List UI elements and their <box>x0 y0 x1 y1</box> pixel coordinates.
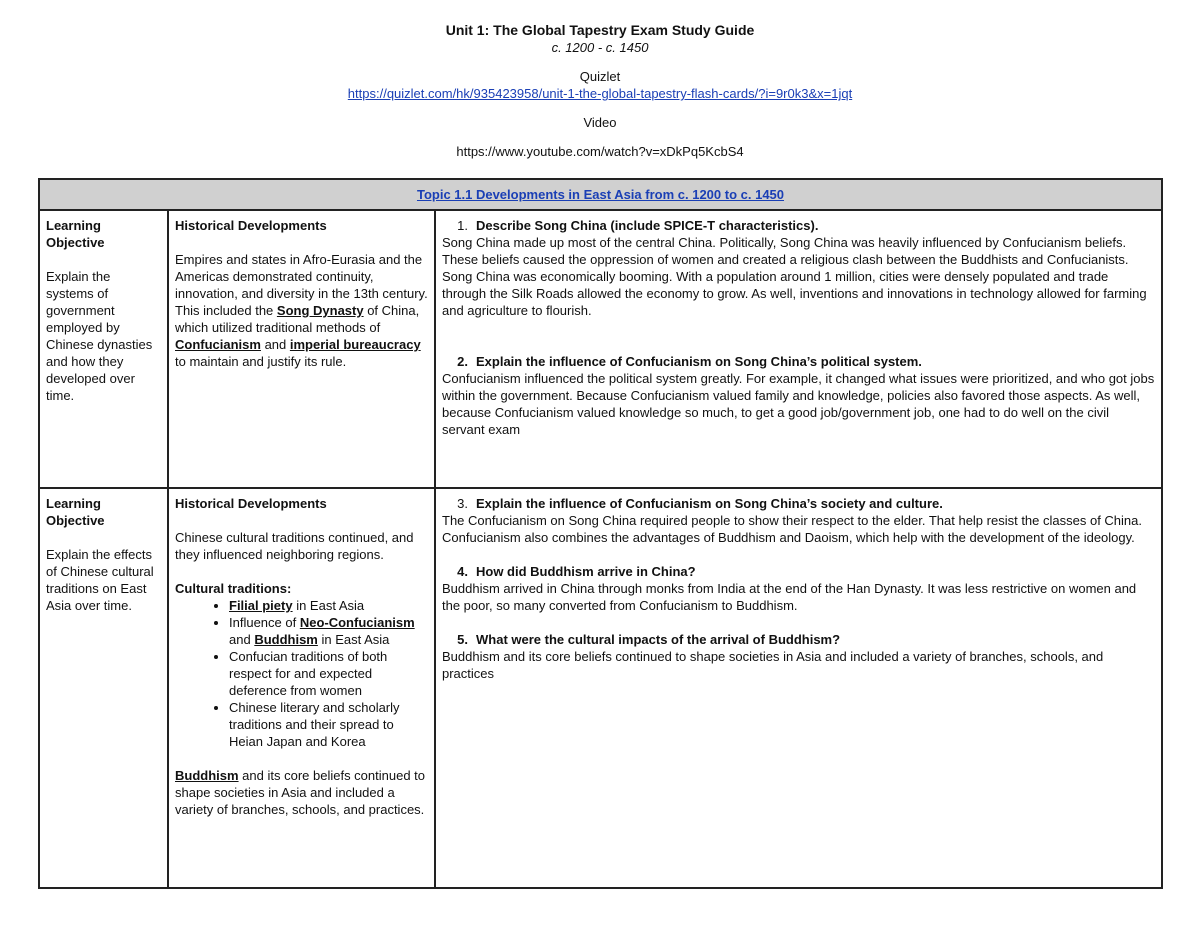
learning-objective-label: Learning Objective <box>46 218 105 250</box>
list-item-text: Confucian traditions of both respect for and expected deference from women <box>229 649 388 698</box>
historical-developments-label: Historical Developments <box>175 496 327 511</box>
document-header <box>0 0 1200 160</box>
list-item <box>229 614 428 648</box>
questions-cell <box>435 488 1162 888</box>
topic-header-cell <box>39 179 1162 210</box>
key-term-imperial-bureaucracy: imperial bureaucracy <box>289 337 421 352</box>
question-text: Describe Song China (include SPICE-T characteristics). <box>476 218 819 233</box>
question-text: How did Buddhism arrive in China? <box>476 564 696 579</box>
list-item-text: and <box>229 632 255 647</box>
question-number: 2. <box>457 354 468 369</box>
list-item-text: Influence of <box>229 615 300 630</box>
list-item <box>229 597 428 614</box>
question-text: Explain the influence of Confucianism on Song China’s political system. <box>476 354 922 369</box>
question-heading <box>442 495 1155 512</box>
document-title: Unit 1: The Global Tapestry Exam Study Guide <box>445 22 755 38</box>
answer-text: Confucianism influenced the political system greatly. For example, it changed what issues were prioritized, and who got jobs within the government. Because Confucianism valued family and knowledge, policies also favored those aspects. As well, because Confucianism valued knowledge so much, to get a good job/government job, one had to do well on the civil servant exam <box>442 371 1155 437</box>
question-number: 4. <box>457 564 468 579</box>
topic-header-row <box>39 179 1162 210</box>
list-item-text: in East Asia <box>317 632 390 647</box>
question-number: 5. <box>457 632 468 647</box>
question-heading <box>442 631 1155 648</box>
study-guide-table <box>38 178 1163 889</box>
key-term-neo-confucianism: Neo-Confucianism <box>299 615 415 630</box>
hd-text: Empires and states in Afro-Eurasia and the Americas demonstrated continuity, innovation, and diversity in the 13th century. This included the <box>175 252 428 318</box>
key-term-buddhism: Buddhism <box>254 632 318 647</box>
historical-developments-closing <box>175 767 428 818</box>
cultural-traditions-list <box>175 597 428 750</box>
question-number: 1. <box>457 218 468 233</box>
key-term-confucianism: Confucianism <box>175 337 261 352</box>
list-item <box>229 699 428 750</box>
key-term-filial-piety: Filial piety <box>229 598 293 613</box>
historical-developments-intro: Chinese cultural traditions continued, and they influenced neighboring regions. <box>175 530 414 562</box>
learning-objective-text: Explain the systems of government employed by Chinese dynasties and how they developed over time. <box>46 269 153 403</box>
learning-objective-text: Explain the effects of Chinese cultural traditions on East Asia over time. <box>46 547 154 613</box>
question-text: What were the cultural impacts of the arrival of Buddhism? <box>476 632 841 647</box>
answer-text: Buddhism and its core beliefs continued to shape societies in Asia and included a variety of branches, schools, and practices <box>442 649 1104 681</box>
quizlet-label: Quizlet <box>579 69 621 84</box>
hd-text: to maintain and justify its rule. <box>175 354 347 369</box>
date-range: c. 1200 - c. 1450 <box>551 40 649 55</box>
question-heading <box>442 353 1155 370</box>
answer-text: Song China made up most of the central China. Politically, Song China was heavily influenced by Confucianism beliefs. These beliefs caused the oppression of women and created a religious clash between the Buddhists and Confucianists. Song China was economically booming. With a population around 1 million, cities were densely populated and trade through the Silk Roads allowed the economy to grow. As well, inventions and innovations in technology allowed for farming and agriculture to flourish. <box>442 235 1147 318</box>
hd-text: and <box>260 337 290 352</box>
learning-objective-label: Learning Objective <box>46 496 105 528</box>
historical-developments-cell <box>168 488 435 888</box>
video-url: https://www.youtube.com/watch?v=xDkPq5KcbS4 <box>456 144 744 159</box>
learning-objective-cell <box>39 210 168 488</box>
historical-developments-cell <box>168 210 435 488</box>
learning-objective-cell <box>39 488 168 888</box>
answer-text: Buddhism arrived in China through monks from India at the end of the Han Dynasty. It was less restrictive on women and the poor, so many converted from Confucianism to Buddhism. <box>442 581 1137 613</box>
question-text: Explain the influence of Confucianism on Song China’s society and culture. <box>476 496 943 511</box>
table-row <box>39 488 1162 888</box>
video-label: Video <box>583 115 617 130</box>
hd-text: and its core beliefs continued to shape societies in Asia and included a variety of branches, schools, and practices. <box>175 768 426 817</box>
historical-developments-text <box>175 251 428 370</box>
table-row <box>39 210 1162 488</box>
hd-text: of China, which utilized traditional methods of <box>175 303 420 335</box>
topic-title-link[interactable]: Topic 1.1 Developments in East Asia from c. 1200 to c. 1450 <box>416 187 785 202</box>
list-item <box>229 648 428 699</box>
question-heading <box>442 217 1155 234</box>
list-item-text: in East Asia <box>292 598 365 613</box>
answer-text: The Confucianism on Song China required people to show their respect to the elder. That help resist the classes of China. Confucianism also combines the advantages of Buddhism and Daoism, which help with the development of the ideology. <box>442 513 1142 545</box>
question-number: 3. <box>457 496 468 511</box>
quizlet-link[interactable]: https://quizlet.com/hk/935423958/unit-1-the-global-tapestry-flash-cards/?i=9r0k3&x=1jqt <box>347 86 853 101</box>
key-term-buddhism: Buddhism <box>175 768 239 783</box>
list-item-text: Chinese literary and scholarly traditions and their spread to Heian Japan and Korea <box>229 700 400 749</box>
key-term-song-dynasty: Song Dynasty <box>276 303 364 318</box>
questions-cell <box>435 210 1162 488</box>
historical-developments-label: Historical Developments <box>175 218 327 233</box>
cultural-traditions-label: Cultural traditions: <box>175 581 292 596</box>
question-heading <box>442 563 1155 580</box>
